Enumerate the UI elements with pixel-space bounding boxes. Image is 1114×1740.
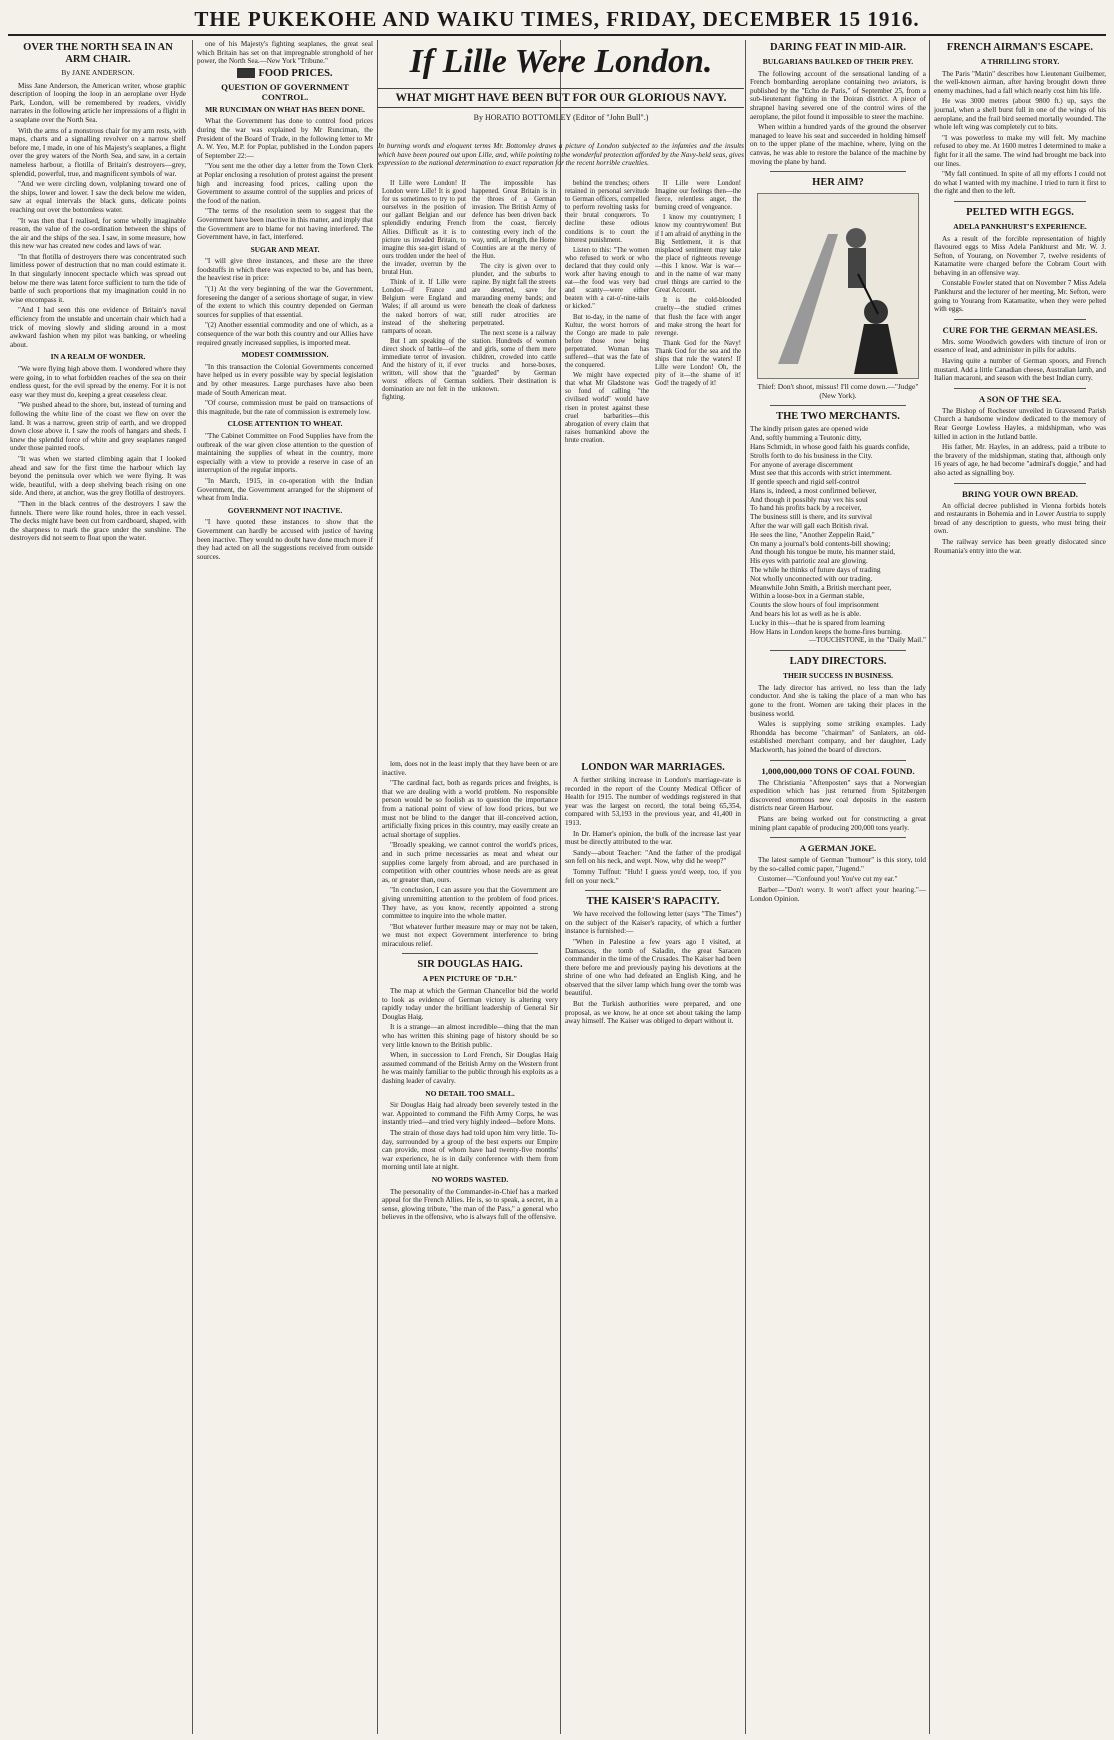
paragraph: The next scene is a railway station. Hundreds of women and girls, some of them mere children, crowded into cattle trucks and horse-boxes, "guarded" by German soldiers. Their destination is unknown. <box>472 329 556 394</box>
column-rule <box>745 40 746 1734</box>
headline: BRING YOUR OWN BREAD. <box>962 488 1078 499</box>
paragraph: Sir Douglas Haig had already been severely tested in the war. Appointed to command the Fifth Army Corps, he was instantly tried—and tried very highly indeed—before Mons. <box>382 1101 558 1127</box>
paragraph: "We were flying high above them. I wondered where they were going, in to what forbidden reaches of the sea on their endless quest, for the evil spread by the enemy. For it is not easy war they must do, keeping a great ceaseless clear. <box>10 365 186 399</box>
paragraph: We have received the following letter (says "The Times") on the subject of the Kaiser's rapacity, of which a further instance is furnished:— <box>565 910 741 936</box>
paragraph: When within a hundred yards of the ground the observer managed to leave his seat and succeeded in holding himself on to the upper plane of the machine, where, lying on the canvas, he was able to restore the balance of the machine by moving the plane by hand. <box>750 123 926 166</box>
column-rule <box>560 40 561 1734</box>
divider <box>954 319 1086 320</box>
subheading: IN A REALM OF WONDER. <box>50 352 146 362</box>
paragraph: "And we were circling down, volplaning toward one of the ships, lower and lower. I saw the deck below me widen, saw at equal intervals the black guns, delicate points reaching out over the bottomless water. <box>10 180 186 214</box>
subheading: NO WORDS WASTED. <box>431 1174 509 1184</box>
paragraph: An official decree published in Vienna forbids hotels and restaurants in Bohemia and in Lower Austria to supply bread of any description to guests, who must bring their own. <box>934 501 1106 536</box>
paragraph: Customer—"Confound you! You've cut my ear." <box>758 875 898 884</box>
headline: OVER THE NORTH SEA IN AN ARM CHAIR. <box>23 42 173 65</box>
paragraph: Constable Fowler stated that on November 7 Miss Adela Pankhurst and the lecturer of her meeting, Mr. Sefton, were going to Yourang from Katamatite, when they were pelted with eggs. <box>934 279 1106 314</box>
subheading: MODEST COMMISSION. <box>241 350 329 360</box>
paragraph: When, in succession to Lord French, Sir Douglas Haig assumed command of the British Army on the Western front he was mainly familiar to the public through his exploits as a dashing leader of cavalry. <box>382 1051 558 1085</box>
paragraph: "We pushed ahead to the shore, but, instead of turning and following the white line of the coast we flew on over the land. It was a narrow, green strip of earth, and we dropped down close above it. I saw the roofs of hangars and sheds. I knew the splendid force of white and grey seaplanes ranged under those painted roofs. <box>10 401 186 453</box>
paragraph: The following account of the sensational landing of a French bombarding aeroplane containing two aviators, is published by the "Echo de Paris," of September 25, from a sub-lieutenant fighting in the Doiran district. A piece of shrapnel having severed one of the control wires of the aeroplane, the pilot found it impossible to steer the machine. <box>750 69 926 121</box>
headline: PELTED WITH EGGS. <box>966 206 1074 218</box>
feature-column-d <box>655 180 741 750</box>
divider <box>770 405 906 406</box>
headline: THE KAISER'S RAPACITY. <box>586 896 720 908</box>
paragraph: As a result of the forcible representation of highly flavoured eggs to Miss Adela Pankhurst and Mr. W. J. Sefton, of Yourang, on November 7, twelve residents of Katamatite were charged before the Cobram Court with behaving in an offensive way. <box>934 234 1106 277</box>
subheading: GOVERNMENT NOT INACTIVE. <box>227 505 343 515</box>
paragraph: The Christiania "Aftenposten" says that a Norwegian expedition which has just returned from Spitzbergen discovered enormous new coal deposits in the eastern districts near Green Harbour. <box>750 778 926 813</box>
paragraph: The latest sample of German "humour" is this story, told by the so-called comic paper, "Jugend." <box>750 856 926 873</box>
headline: SIR DOUGLAS HAIG. <box>417 959 523 971</box>
headline: A SON OF THE SEA. <box>978 393 1062 404</box>
paragraph: Mrs. some Woodwich gowders with tincture of iron or essence of lead, and administer in pills for adults. <box>934 337 1106 355</box>
paragraph: "The cardinal fact, both as regards prices and freights, is that we are dealing with a world problem. No responsible person would be so foolish as to question the importance from a national point of view of low food prices, but we must not be blind to the danger that ill-conceived action, artificially fixing prices in this country, may easily create an actual shortage of supplies. <box>382 779 558 839</box>
subheading: BULGARIANS BAULKED OF THEIR PREY. <box>762 57 914 66</box>
paragraph: behind the trenches; others retained in personal servitude to German officers, compelled to perform revolting tasks for their brutal conquerors. To decline these odious conditions is to court the bitterest punishment. <box>565 180 649 244</box>
poem: The kindly prison gates are opened wide And, softly humming a Teutonic ditty, Hans Schmidt, in whose good faith his guards confide, Strolls forth to do his business in the City. For anyone of average discernment Must see that this accords with strict internment. If gentle speech and rigid self-control Hans is, indeed, a most confirmed believer, And though it possibly may vex his soul To hand his profits back by a receiver, The business still is there, and its survival After the war will gall each British rival. He sees the line, "Another Zeppelin Raid," On many a journal's bold contents-bill showing; And though his tongue be mute, his manner staid, His eyes with patriotic zeal are glowing. The while he thinks of future days of trading Not wholly unconnected with our trading. Meanwhile John Smith, a British merchant peer, Within a loose-box in a German stable, Counts the slow hours of foul imprisonment And bears his lot as well as he is able. Lucky in this—that he is spared from learning How Hans in London keeps the home-fires burning. —TOUCHSTONE, in the "Daily Mail." <box>750 424 926 645</box>
headline: FOOD PRICES. <box>197 68 373 80</box>
paragraph: The city is given over to plunder, and the suburbs to rapine. By night fall the streets are deserted, save for marauding enemy bands; and beneath the cloak of darkness still ruder atrocities are perpetrated. <box>472 262 556 327</box>
headline: 1,000,000,000 TONS OF COAL FOUND. <box>761 765 915 776</box>
column-rule <box>192 40 193 1734</box>
subheading: THEIR SUCCESS IN BUSINESS. <box>782 671 894 681</box>
paragraph: "(1) At the very beginning of the war the Government, foreseeing the danger of a serious shortage of sugar, in view of the extent to which this country depended on German sources for supplies of that essential. <box>197 285 373 319</box>
feature-column-b <box>472 180 556 750</box>
subheadline: QUESTION OF GOVERNMENT CONTROL. <box>221 81 349 102</box>
paragraph: A further striking increase in London's marriage-rate is recorded in the report of the County Medical Officer of Health for 1915. The number of weddings registered in that year was the largest on record, the total being 65,354, compared with 53,193 in the previous year, and 41,400 in 1913. <box>565 776 741 827</box>
paragraph: He was 3000 metres (about 9800 ft.) up, says the journal, when a shell burst full in one of the wings of his aeroplane, and the frail bird seemed mortally wounded. The whole left wing was completely cut to bits. <box>934 97 1106 132</box>
paragraph: Plans are being worked out for constructing a great mining plant capable of producing 200,000 tons yearly. <box>750 814 926 832</box>
feature-lead: In burning words and eloquent terms Mr. Bottomley draws a picture of London subjected to the infamies and the insults which have been poured out upon Lille, and, while pointing to the wonderful protection afforded by the Navy-held seas, gives expression to the national determination to exact reparation for the recent horrible cruelties. <box>378 141 744 168</box>
feature-byline: By HORATIO BOTTOMLEY (Editor of "John Bull".) <box>473 113 649 122</box>
paragraph: But I am speaking of the direct shock of battle—of the immediate terror of invasion. And the history of it, if ever written, will show that the worst effects of German domination are not felt in the fighting. <box>382 337 466 402</box>
divider <box>954 483 1086 484</box>
paragraph: His father, Mr. Hayles, in an address, paid a tribute to the bravery of the midshipman, stating that, although only 16 years of age, he had become "admiral's doggie," and had also acted as signalling boy. <box>934 443 1106 477</box>
paragraph: But to-day, in the name of Kultur, the worst horrors of the Congo are made to pale before those now being perpetrated. Woman has suffered—that was the fate of the conquered. <box>565 313 649 370</box>
paragraph: "But whatever further measure may or may not be taken, we must not expect Government interference to bring miraculous relief. <box>382 922 558 948</box>
paragraph: "Then in the black centres of the destroyers I saw the funnels. There were like round holes, three in each vessel. The decks might have been cut from cardboard, shaped, with the sharpness to mark the grace under the sunshine. The destroyers did not seem to float upon the water. <box>10 499 186 543</box>
byline: By JANE ANDERSON. <box>61 68 135 77</box>
headline: THE TWO MERCHANTS. <box>776 411 900 423</box>
paragraph: The Bishop of Rochester unveiled in Gravesend Parish Church a handsome window dedicated to the memory of Rear George Lowless Hayles, a midshipman, who was killed in action in the Jutland battle. <box>934 406 1106 441</box>
subheading: MR RUNCIMAN ON WHAT HAS BEEN DONE. <box>205 104 365 114</box>
paragraph: The railway service has been greatly dislocated since Roumania's entry into the war. <box>934 537 1106 555</box>
divider <box>402 953 538 954</box>
cartoon-title: HER AIM? <box>812 177 864 189</box>
paragraph: "It was then that I realised, for some wholly imaginable reason, the value of the co-ordination between the ships of the air and the ships of the sea. I saw, in some measure, how this new war has created new codes and laws of war. <box>10 216 186 251</box>
paragraph: "Broadly speaking, we cannot control the world's prices, and in such prime necessaries as meat and wheat our supplies come largely from abroad, and are purchased in competition with other countries whose needs are as great as, or greater than, ours. <box>382 841 558 884</box>
paragraph: The map at which the German Chancellor bid the world to look as evidence of German victory is altering very rapidly today under the brilliant leadership of General Sir Douglas Haig. <box>382 987 558 1021</box>
paragraph: "In conclusion, I can assure you that the Government are giving unremitting attention to the problem of food prices. They have, as you know, recently appointed a strong committee to inquire into the whole matter. <box>382 886 558 921</box>
paragraph: The Paris "Matin" describes how Lieutenant Guilbemer, the well-known airman, after having brought down three enemy machines, had a fall which nearly cost him his life. <box>934 69 1106 95</box>
column-4 <box>565 760 741 1734</box>
paragraph: It is a strange—an almost incredible—thing that the man who has written this shining page of history should be so very little known to the British public. <box>382 1023 558 1049</box>
column-1 <box>10 40 186 1734</box>
subheading: SUGAR AND MEAT. <box>250 244 320 254</box>
headline: CURE FOR THE GERMAN MEASLES. <box>942 324 1098 335</box>
paragraph: Think of it. If Lille were London—if France and Belgium were England and Wales; if all around us were the naked horrors of war, instead of the sheltering ramparts of ocean. <box>382 279 466 335</box>
subheading: NO DETAIL TOO SMALL. <box>425 1088 515 1098</box>
column-2 <box>197 40 373 1734</box>
headline: A GERMAN JOKE. <box>799 843 877 854</box>
paragraph: The strain of those days had told upon him very little. To-day, surrounded by a group of the best experts our Empire can provide, most of whom have had twenty-five months' war experience, he is in daily conference with them from morning until late at night. <box>382 1128 558 1172</box>
paragraph: Sandy—about Teacher: "And the father of the prodigal son fell on his neck, and wept. Now, why did he weep?" <box>565 848 741 866</box>
paragraph: In Dr. Hamer's opinion, the bulk of the increase last year must be directly attributed to the war. <box>565 829 741 847</box>
paragraph: If Lille were London! Imagine our feelings then—the fierce, relentless anger, the burning creed of vengeance. <box>655 180 741 212</box>
paragraph: "I was powerless to make my will felt. My machine refused to obey me. At 1600 metres I determined to make a fight for it all the same. The wind had brought me back into our lines. <box>934 133 1106 168</box>
paragraph: Having quite a number of German spoors, and French mustard. Add a little Canadian cheese, Australian lamb, and Italian macaroni, and season with the best Indian curry. <box>934 357 1106 383</box>
subheading: ADELA PANKHURST'S EXPERIENCE. <box>953 221 1087 231</box>
paragraph: "Of course, commission must be paid on transactions of this magnitude, but the rate of commission is extremely low. <box>197 399 373 416</box>
column-6 <box>750 40 926 1734</box>
divider <box>770 650 906 651</box>
column-rule <box>377 40 378 1734</box>
column-rule <box>929 40 930 1734</box>
cartoon-caption: Thief: Don't shoot, missus! I'll come down.—"Judge" (New York). <box>757 382 919 400</box>
paragraph: "My fall continued. In spite of all my efforts I could not do what I wanted with my machine. I tried to turn it first to the right and then to the left. <box>934 170 1106 196</box>
paragraph: "I have quoted these instances to show that the Government can hardly be accused with justice of having been inactive. They would no doubt have done much more if they had acted on all the suggestions received from outside sources. <box>197 518 373 561</box>
feature-subtitle: WHAT MIGHT HAVE BEEN BUT FOR OUR GLORIOUS NAVY. <box>378 88 744 108</box>
paragraph: The lady director has arrived, no less than the lady conductor. And she is taking the place of a man who has gone to the front. Women are taking their places in the business world. <box>750 683 926 718</box>
paragraph: With the arms of a monstrous chair for my arm rests, with maps, charts and a signalling revolver on a narrow shelf before me, I made, in one of his Majesty's seaplanes, a flight over the grey waters of the North Sea, and saw, in a certain nameless harbour, a flotilla of Britain's destroyers—grey, splendid, powerful, true, and magnificent symbols of war. <box>10 126 186 178</box>
paragraph: It is the cold-blooded cruelty—the studied crimes that flush the face with anger and make strong the heart for revenge. <box>655 297 741 337</box>
paragraph: "When in Palestine a few years ago I visited, at Damascus, the tomb of Saladin, the great Saracen commander in the time of the Crusades. The Kaiser had been there before me and previously paying his devotions at the shrine of one who had defeated an English King, and he observed that the silver lamp which hung over the tomb was beautiful. <box>565 937 741 998</box>
paragraph: "It was when we started climbing again that I looked ahead and saw for the first time the harbour which lay beyond the peninsula over which we were flying. It was wide, beautiful, with a deep shelving beach rising on one side. And there, at anchor, was the grey flotilla of destroyers. <box>10 454 186 498</box>
paragraph: lem, does not in the least imply that they have been or are inactive. <box>382 760 558 777</box>
divider <box>770 760 906 761</box>
paragraph: Thank God for the Navy! Thank God for the sea and the ships that rule the waters! If Lille were London! Oh, the pity of it—the shame of it! God! the tragedy of it! <box>655 339 741 388</box>
cartoon-image <box>757 193 919 379</box>
cartoon-drawing <box>758 194 918 378</box>
divider <box>770 837 906 838</box>
paragraph: "The terms of the resolution seem to suggest that the Government have been inactive in this matter, and imply that the Government are to blame for not having interfered. The Government have, in fact, interfered. <box>197 207 373 242</box>
column-7 <box>934 40 1106 1734</box>
headline: LONDON WAR MARRIAGES. <box>581 762 725 773</box>
headline: FRENCH AIRMAN'S ESCAPE. <box>946 42 1094 53</box>
subheading: CLOSE ATTENTION TO WHEAT. <box>227 419 343 429</box>
paragraph: "(2) Another essential commodity and one of which, as a consequence of the war both this country and our Allies have required greatly increased supplies, is imported meat. <box>197 321 373 347</box>
divider <box>770 171 906 172</box>
paragraph: "I will give three instances, and these are the three foodstuffs in which there was expected to be, and has been, the heaviest rise in price: <box>197 257 373 283</box>
paragraph: Listen to this: "The women who refused to work or who declared that they could only work after having enough to eat—the food was very bad and scanty—were either beaten with a cat-o'-nine-tails or kicked." <box>565 246 649 311</box>
subheading: A PEN PICTURE OF "D.H." <box>422 974 518 984</box>
paragraph: Miss Jane Anderson, the American writer, whose graphic description of looping the loop in an aeroplane over Hyde Park, London, will be remembered by readers, vividly narrates in the following article her impressions of a flight in a seaplane over the North Sea. <box>10 81 186 124</box>
paragraph: "And I had seen this one evidence of Britain's naval efficiency from the unstable and uncertain chair which had a trick of moving slowly and sliding around in a most awkward fashion when my pilot was banking, or wheeling about. <box>10 306 186 349</box>
divider <box>954 388 1086 389</box>
feature-headline-block <box>378 40 744 125</box>
paragraph: I know my countrymen; I know my countrywomen! But if I am afraid of anything in the Big Settlement, it is that misplaced sentiment may take the place of righteous revenge—this I know. War is war—and in the name of war many cruel things are carried to the Great Account. <box>655 214 741 295</box>
column-3 <box>382 760 558 1734</box>
paragraph: "In this transaction the Colonial Governments concerned have helped us in every possible way by special legislation and by other measures. Large purchases have also been made of South American meat. <box>197 362 373 397</box>
paragraph: The personality of the Commander-in-Chief has a marked appeal for the French Allies. He is, so to speak, a secret, in a sense, glowing tribute, "the man of the Pass," a general who believes in the offensive, who is always full of the offensive. <box>382 1187 558 1222</box>
paragraph: The impossible has happened. Great Britain is in the throes of a German invasion. The British Army of defence has been driven back from the coast, fiercely contesting every inch of the way, until, at length, the Home Counties are at the mercy of the Hun. <box>472 180 556 260</box>
paragraph: But the Turkish authorities were prepared, and one proposal, as we know, he at once set about taking the lamp away himself. The Kaiser was obliged to depart without it. <box>565 1000 741 1026</box>
divider <box>954 201 1086 202</box>
feature-title: If Lille Were London. <box>409 43 713 80</box>
paragraph: one of his Majesty's fighting seaplanes, the great seal which Britain has set on that impregnable stronghold of her power, the North Sea.—New York "Tribune." <box>197 40 373 66</box>
paragraph: "You sent me the other day a letter from the Town Clerk at Poplar enclosing a resolution of protest against the present high and increasing food prices, calling upon the Government to assume control of the supplies and prices of the food of the nation. <box>197 162 373 205</box>
subheading: A THRILLING STORY. <box>980 57 1060 66</box>
emblem-icon <box>237 68 255 78</box>
paragraph: "In March, 1915, in co-operation with the Indian Government, the Government arranged for the shipment of wheat from India. <box>197 476 373 503</box>
paragraph: "In that flotilla of destroyers there was concentrated such limitless power of destruction that no man could estimate it. In that singularly innocent spectacle which was spread out below me there was latent force sufficient to turn the tide of battle of such proportions that my imagination could in no wise encompass it. <box>10 252 186 304</box>
paragraph: Wales is supplying some striking examples. Lady Rhondda has become "chairman" of Sanlaters, an old-established merchant company, and her daughter, Lady Mackworth, has joined the board of directors. <box>750 720 926 754</box>
headline: DARING FEAT IN MID-AIR. <box>769 42 907 53</box>
divider <box>585 890 721 891</box>
paragraph: Barber—"Don't worry. It won't affect your hearing."—London Opinion. <box>750 885 926 903</box>
feature-column-c <box>565 180 649 750</box>
paragraph: "The Cabinet Committee on Food Supplies have from the outbreak of the war given close attention to the question of maintaining the supplies of wheat in the country, more especially with a view to provide a reserve in case of an interruption of the regular imports. <box>197 431 373 475</box>
paragraph: If Lille were London! If London were Lille! It is good for us sometimes to try to put ourselves in the position of our gallant Belgian and our splendidly enduring French Allies. Difficult as it is to picture us invaded Britain, to imagine this sea-girt island of ours trodden under the heel of the invader, overrun by the brutal Hun. <box>382 180 466 277</box>
paragraph: What the Government has done to control food prices during the war was explained by Mr Runciman, the President of the Board of Trade, in the following letter to Mr A. W. Yeo, M.P. for Poplar, published in the London papers of September 22:— <box>197 117 373 160</box>
feature-column-a <box>382 180 466 750</box>
paragraph: Tommy Tuffnut: "Huh! I guess you'd weep, too, if you fell on your neck." <box>565 867 741 885</box>
headline: LADY DIRECTORS. <box>789 656 887 668</box>
masthead: THE PUKEKOHE AND WAIKU TIMES, FRIDAY, DECEMBER 15 1916. <box>8 6 1106 36</box>
paragraph: We might have expected that what Mr Gladstone was so fond of calling "the civilised world" would have risen in protest against these cruel barbarities—this abrogation of every claim that raises humankind above the brute creation. <box>565 372 649 444</box>
